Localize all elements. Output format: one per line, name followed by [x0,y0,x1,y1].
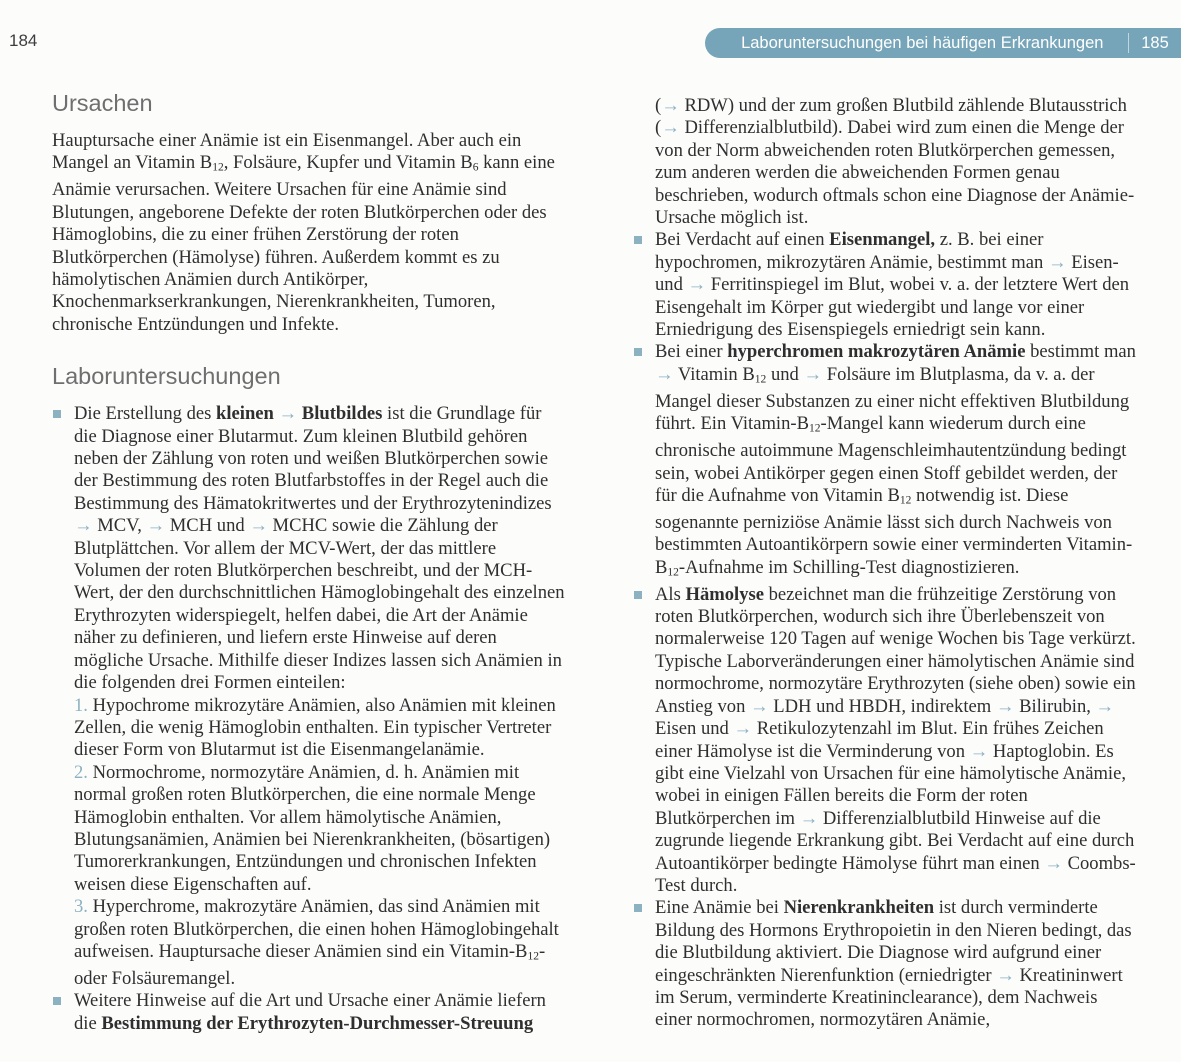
text-run: 12 [809,422,821,435]
text-run: Haptoglobin. Es gibt eine Vielzahl von Ursachen für eine hämolytische Anämie, wobei in einigen Fällen bereits die Form der roten Blutkörperchen im [655,740,1126,829]
paragraph [655,95,1139,229]
cross-ref-arrow-icon: → [74,515,93,537]
cross-ref-arrow-icon: → [661,95,680,116]
cross-ref-arrow-icon: → [278,403,298,425]
bullet-text [655,341,1139,583]
text-run: - oder Folsäuremangel. [74,940,546,989]
text-run: Bilirubin, [1014,695,1096,717]
page-header-bar [705,28,1181,58]
text-run: 2. [74,761,88,783]
header-title: Laboruntersuchungen bei häufigen Erkrankungen [741,33,1104,52]
paragraph [74,990,565,1035]
cross-ref-arrow-icon: → [1047,251,1067,273]
bullet-square-icon [53,997,61,1005]
text-run: Folsäure im Blutplasma, da v. a. der Mangel dieser Substanzen zu einer nicht effektiven Blutbildung führt. Ein Vitamin-B [655,363,1130,435]
text-run: Coombs-Test durch. [655,852,1136,896]
text-run: Hauptursache einer Anämie ist ein Eisenmangel. Aber auch ein Mangel an Vitamin B [52,130,522,174]
text-run: Differenzialblutbild Hinweise auf die zugrunde liegende Erkrankung gibt. Bei Verdacht auf eine durch Autoantikörper bedingte Hämolyse führt man einen [655,807,1135,874]
cross-ref-arrow-icon: → [1044,852,1063,874]
right-column [633,95,1139,1032]
text-run: z. B. bei einer hypochromen, mikrozytären Anämie, bestimmt man [655,229,1048,273]
text-run: kleinen [216,403,274,425]
cross-ref-arrow-icon: → [995,695,1015,717]
text-run: ist durch verminderte Bildung des Hormons Erythropoietin in den Nieren bedingt, das die Blutbildung aktiviert. Die Diagnose wird aufgrund einer eingeschränkten Nierenfunktion (erniedrigter [655,897,1132,986]
cross-ref-arrow-icon: → [1095,695,1115,717]
text-run: -Mangel kann wiederum durch eine chronische autoimmune Magenschleimhautentzündung bedingt sein, wobei Antikörper gegen einen Stoff gebildet werden, der für die Aufnahme von Vitamin B [655,413,1127,506]
bullet-square-icon [634,348,642,356]
text-run: 12 [754,373,767,386]
paragraph [655,341,1139,583]
left-column [52,90,565,1035]
text-run: 12 [667,566,679,579]
bullet-text [655,897,1139,1031]
text-run: ( [655,95,662,116]
cross-ref-arrow-icon: → [750,695,769,717]
cross-ref-arrow-icon: → [146,515,166,537]
text-run: Bestimmung der Erythrozyten-Durchmesser-Streuung [101,1012,534,1034]
text-run: hyperchromen makrozytären Anämie [727,341,1026,363]
text-run: Eisenmangel, [829,229,936,251]
text-run: Als [655,583,686,605]
text-run: Nierenkrankheiten [783,897,935,919]
text-run: 6 [472,161,479,174]
bullet-square-icon [634,904,642,912]
text-run: bezeichnet man die frühzeitige Zerstörung von roten Blutkörperchen, wodurch sich ihre Überlebenszeit von normalerweise 120 Tagen auf wenige Wochen bis Tage verkürzt. Typische Laborveränderungen einer hämolytischen Anämie sind normochrome, normozytäre Erythrozyten (siehe oben) sowie ein Anstieg von [655,583,1136,717]
text-run: Retikulozytenzahl im Blut. Ein frühes Zeichen einer Hämolyse ist die Verminderung von [655,718,1104,762]
paragraph [655,229,1139,341]
cross-ref-arrow-icon: → [661,117,680,139]
bullet-square-icon [53,410,61,418]
cross-ref-arrow-icon: → [969,740,989,762]
text-run: Eine Anämie bei [655,897,784,919]
text-run: 12 [899,494,912,507]
bullet-item [52,990,565,1035]
paragraph [74,695,565,762]
text-run: Hyperchrome, makrozytäre Anämien, das sind Anämien mit großen roten Blutkörperchen, die einen hohen Hämoglobingehalt aufweisen. Hauptursache dieser Anämien sind ein Vitamin-B [74,896,559,962]
bullet-item [633,584,1139,898]
bullet-text [74,990,565,1035]
bullet-square-icon [634,591,642,599]
cross-ref-arrow-icon: → [687,274,707,296]
section-heading: Ursachen [52,90,153,116]
text-run: Bei Verdacht auf einen [655,229,830,251]
bullet-square-icon [634,236,642,244]
text-run: Kreatininwert im Serum, verminderte Kreatininclearance), dem Nachweis einer normochromen, normozytären Anämie, [655,964,1123,1031]
text-run: 3. [74,896,88,918]
paragraph [74,896,565,990]
cross-ref-arrow-icon: → [733,718,753,740]
bullet-item [52,403,565,990]
page-number-left: 184 [9,31,38,50]
text-run: Hämolyse [685,583,764,605]
text-run: und [766,363,804,385]
text-run: MCH und [165,515,250,537]
text-run: , Folsäure, Kupfer und Vitamin B [223,152,473,174]
text-run: 1. [74,694,88,716]
text-run: bestimmt man [1025,341,1136,363]
bullet-text [74,403,565,990]
cross-ref-arrow-icon: → [799,807,819,829]
text-run: Blutbildes [301,403,383,425]
bullet-item [633,229,1139,341]
text-run: LDH und HBDH, indirektem [768,695,996,717]
text-run: Normochrome, normozytäre Anämien, d. h. Anämien mit normal großen roten Blutkörperchen, die eine normale Menge Hämoglobin enthalten. Vor allem hämolytische Anämien, Blutungsanämien, Anämien bei Nierenkrankheiten, (bösartigen) Tumorerkrankungen, Entzündungen und chronischen Infekten weisen diese Eigenschaften auf. [74,761,551,895]
text-run: Bei einer [655,341,728,363]
bullet-text [655,229,1139,341]
text-run: Hypochrome mikrozytäre Anämien, also Anämien mit kleinen Zellen, die wenig Hämoglobin enthalten. Ein typischer Vertreter dieser Form von Blutarmut ist die Eisenmangelanämie. [74,694,556,761]
text-run: Eisen- und [655,251,1119,296]
text-run: kann eine Anämie verursachen. Weitere Ursachen für eine Anämie sind Blutungen, angeborene Defekte der roten Blutkörperchen oder des Hämoglobins, die zu einer frühen Zerstörung der roten Blutkörperchen (Hämolyse) führen. Außerdem kommt es zu hämolytischen Anämien durch Antikörper, Knochenmarkserkrankungen, Nierenkrankheiten, Tumoren, chronische Entzündungen und Infekte. [52,152,555,335]
text-run: 12 [527,950,539,963]
text-run: Eisen und [655,718,734,740]
text-run: -Aufnahme im Schilling-Test diagnostizieren. [678,556,1020,578]
text-run: Die Erstellung des [74,403,217,425]
paragraph [655,897,1139,1031]
text-run: MCV, [92,515,147,537]
text-run: 12 [212,161,224,174]
text-run: Ferritinspiegel im Blut, wobei v. a. der letztere Wert den Eisengehalt im Körper gut wiedergibt und lange vor einer Erniedrigung des Eisenspiegels erniedrigt sein kann. [655,274,1130,341]
paragraph [52,130,565,336]
bullet-item [633,897,1139,1031]
text-run: Differenzialblutbild). Dabei wird zum einen die Menge der von der Norm abweichenden roten Blutkörperchen gemessen, zum anderen werden die abweichenden Formen genau beschrieben, wodurch oftmals schon eine Diagnose der Anämie-Ursache möglich ist. [655,117,1135,229]
text-run: Weitere Hinweise auf die Art und Ursache einer Anämie liefern die [74,990,546,1034]
cross-ref-arrow-icon: → [249,515,268,537]
cross-ref-arrow-icon: → [655,363,674,385]
cross-ref-arrow-icon: → [996,964,1015,986]
section-heading: Laboruntersuchungen [52,363,281,390]
bullet-item [633,341,1139,583]
text-run: MCHC sowie die Zählung der Blutplättchen. Vor allem der MCV-Wert, der das mittlere Volumen der roten Blutkörperchen beschreibt, und der MCH-Wert, der den durchschnittlichen Hämoglobingehalt des einzelnen Erythrozyten widerspiegelt, helfen dabei, die Art der Anämie näher zu definieren, und liefern erste Hinweise auf deren mögliche Ursache. Mithilfe dieser Indizes lassen sich Anämien in die folgenden drei Formen einteilen: [74,515,565,694]
text-run: notwendig ist. Diese sogenannte perniziöse Anämie lässt sich durch Nachweis von bestimmten Autoantikörpern sowie einer verminderten Vitamin-B [655,484,1133,578]
page-number-right: 185 [1141,33,1169,52]
paragraph [74,403,565,694]
paragraph [74,762,565,896]
text-run: Vitamin B [673,363,755,385]
text-run: ist die Grundlage für die Diagnose einer Blutarmut. Zum kleinen Blutbild gehören neben der Zählung von roten und weißen Blutkörperchen sowie der Bestimmung des roten Blutfarbstoffes in der Regel auch die Bestimmung des Hämatokritwertes und der Erythrozytenindizes [74,403,552,514]
text-run: RDW) und der zum großen Blutbild zählende Blutausstrich ( [655,95,1127,139]
cross-ref-arrow-icon: → [803,363,823,385]
paragraph [655,584,1139,898]
bullet-text [655,584,1139,898]
